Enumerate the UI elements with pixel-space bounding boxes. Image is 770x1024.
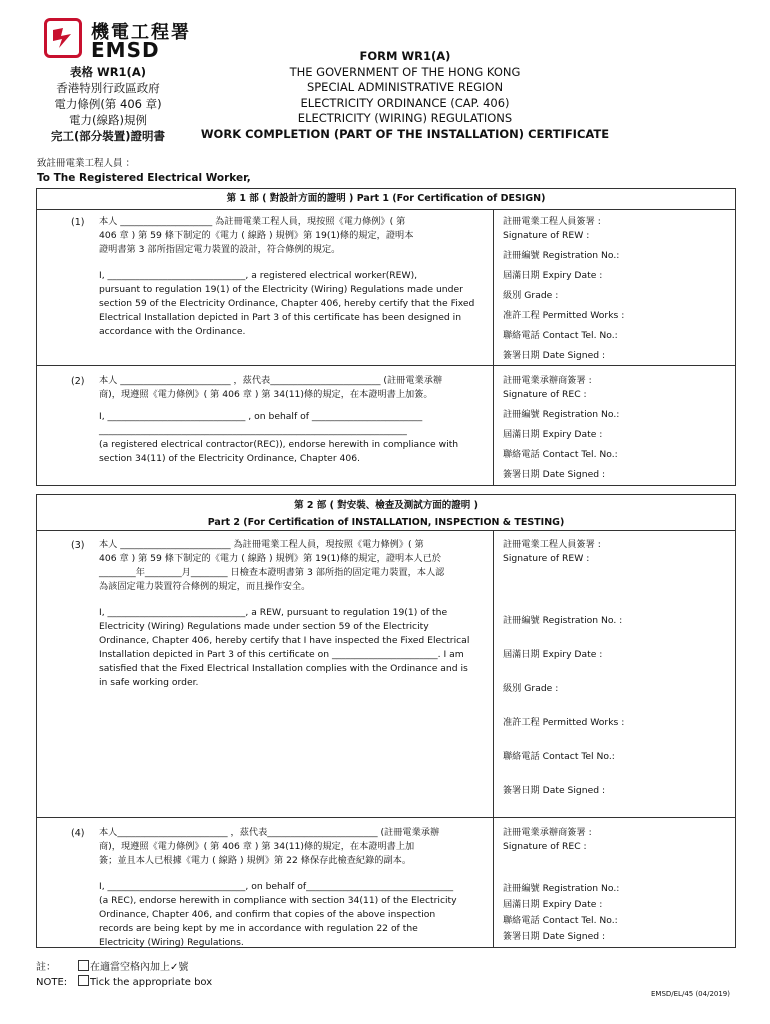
section-3-signature-block bbox=[503, 538, 723, 798]
s3-en-line: Installation depicted in Part 3 of this certificate on _______________________. I am bbox=[99, 649, 464, 660]
s3-en-line: Ordinance, Chapter 406, hereby certify that I have inspected the Fixed Electrical bbox=[99, 635, 470, 646]
s2-en-line: I, ______________________________ , on behalf of ________________________ bbox=[99, 411, 423, 422]
section-4-signature-block bbox=[503, 826, 723, 944]
part2-title bbox=[37, 495, 735, 531]
s1-cn-line: 證明書第 3 部所指固定電力裝置的設計，符合條例的規定。 bbox=[99, 244, 341, 255]
sig-label: 屆滿日期 Expiry Date : bbox=[503, 270, 603, 281]
sig-label: 註冊編號 Registration No.: bbox=[503, 409, 620, 420]
part2-row-divider bbox=[37, 817, 735, 818]
regulations-en: ELECTRICITY (WIRING) REGULATIONS bbox=[297, 111, 513, 125]
s4-en-line: records are being kept by me in accordance with regulation 22 of the bbox=[99, 923, 418, 934]
s3-en-line: satisfied that the Fixed Electrical Installation complies with the Ordinance and is bbox=[99, 663, 468, 674]
s4-en-line: Electricity (Wiring) Regulations. bbox=[99, 937, 244, 948]
sig-label: 註冊電業承辦商簽署 : bbox=[503, 375, 592, 386]
sig-label: Signature of REW : bbox=[503, 230, 590, 241]
checkbox-icon bbox=[78, 975, 89, 986]
s4-cn-line: 本人________________________ ，茲代表________________________ (註冊電業承辦 bbox=[99, 827, 440, 838]
section-2-number: (2) bbox=[71, 376, 85, 387]
s4-en-line: Ordinance, Chapter 406, and confirm that copies of the above inspection bbox=[99, 909, 436, 920]
ordinance-cn: 電力條例(第 406 章) bbox=[54, 97, 162, 111]
s1-en-line: Electrical Installation depicted in Part 3 of this certificate has been designed in bbox=[99, 312, 462, 323]
part1-title: 第 1 部 ( 對設計方面的證明 ) Part 1 (For Certification of DESIGN) bbox=[37, 189, 735, 210]
sig-label: Signature of REC : bbox=[503, 841, 587, 852]
sig-label: 簽署日期 Date Signed : bbox=[503, 785, 606, 796]
part2-box bbox=[36, 494, 736, 948]
s3-en-line: Electricity (Wiring) Regulations made under section 59 of the Electricity bbox=[99, 621, 429, 632]
header-english bbox=[195, 49, 615, 142]
section-1-signature-block bbox=[503, 215, 723, 363]
logo-cn-text: 機電工程署 bbox=[91, 22, 191, 43]
section-3-number: (3) bbox=[71, 540, 85, 551]
note-key-cn: 註： bbox=[36, 962, 56, 973]
gov-en-2: SPECIAL ADMINISTRATIVE REGION bbox=[306, 80, 504, 94]
note-text-cn: 在適當空格內加上✓號 bbox=[90, 962, 189, 973]
sig-label: 簽署日期 Date Signed : bbox=[503, 469, 606, 480]
s2-en-line: (a registered electrical contractor(REC)), endorse herewith in compliance with bbox=[99, 439, 459, 450]
ordinance-en: ELECTRICITY ORDINANCE (CAP. 406) bbox=[300, 95, 510, 110]
form-code-cn: 表格 WR1(A) bbox=[70, 65, 146, 79]
sig-label: 聯絡電話 Contact Tel. No.: bbox=[503, 915, 618, 926]
header-chinese bbox=[28, 64, 188, 144]
checkbox-icon bbox=[78, 960, 89, 971]
logo-en-text: EMSD bbox=[91, 38, 160, 62]
sig-label: 屆滿日期 Expiry Date : bbox=[503, 429, 603, 440]
sig-label: 准許工程 Permitted Works : bbox=[503, 310, 625, 321]
sig-label: 准許工程 Permitted Works : bbox=[503, 717, 625, 728]
note-text-en: Tick the appropriate box bbox=[90, 977, 213, 988]
part2-divider bbox=[493, 531, 494, 948]
note bbox=[36, 960, 212, 990]
section-2-signature-block bbox=[503, 374, 723, 482]
section-1-number: (1) bbox=[71, 217, 85, 228]
part1-row-divider bbox=[37, 365, 735, 366]
s4-cn-line: 簽；並且本人已根據《電力 ( 線路 ) 規例》第 22 條保存此檢查紀錄的副本。 bbox=[99, 855, 412, 866]
sig-label: 級別 Grade : bbox=[503, 290, 559, 301]
s4-en-line: I, ______________________________, on behalf of________________________________ bbox=[99, 881, 454, 892]
s3-en-line: I, ______________________________, a REW, pursuant to regulation 19(1) of the bbox=[99, 607, 448, 618]
part2-title-cn: 第 2 部 ( 對安裝、檢查及測試方面的證明 ) bbox=[294, 500, 478, 511]
regulations-cn: 電力(線路)規例 bbox=[69, 113, 147, 127]
s3-cn-line: 406 章 ) 第 59 條下制定的《電力 ( 線路 ) 規例》第 19(1)條的規定，證明本人已於 bbox=[99, 553, 441, 564]
sig-label: 簽署日期 Date Signed : bbox=[503, 931, 606, 942]
sig-label: 註冊電業工程人員簽署 : bbox=[503, 216, 601, 227]
s1-cn-line: 406 章 ) 第 59 條下制定的《電力 ( 線路 ) 規例》第 19(1)條的規定，證明本 bbox=[99, 230, 414, 241]
s3-cn-line: ________年________月________ 日檢查本證明書第 3 部所指的固定電力裝置，本人認 bbox=[99, 567, 445, 578]
sig-label: 簽署日期 Date Signed : bbox=[503, 350, 606, 361]
cert-title-cn: 完工(部分裝置)證明書 bbox=[50, 129, 165, 143]
gov-cn: 香港特別行政區政府 bbox=[56, 81, 160, 95]
s3-cn-line: 本人 ________________________ 為註冊電業工程人員，現按照《電力條例》( 第 bbox=[99, 539, 424, 550]
section-3-text bbox=[99, 538, 489, 690]
s3-en-line: in safe working order. bbox=[99, 677, 199, 688]
cert-title-en: WORK COMPLETION (PART OF THE INSTALLATION) CERTIFICATE bbox=[200, 126, 610, 141]
sig-label: 屆滿日期 Expiry Date : bbox=[503, 649, 603, 660]
sig-label: 屆滿日期 Expiry Date : bbox=[503, 899, 603, 910]
s1-en-line: pursuant to regulation 19(1) of the Electricity (Wiring) Regulations made under bbox=[99, 284, 463, 295]
note-key-en: NOTE: bbox=[36, 977, 68, 988]
s2-en-line: section 34(11) of the Electricity Ordinance, Chapter 406. bbox=[99, 453, 360, 464]
section-4-number: (4) bbox=[71, 828, 85, 839]
sig-label: 級別 Grade : bbox=[503, 683, 559, 694]
section-1-text bbox=[99, 215, 479, 339]
part1-divider bbox=[493, 209, 494, 486]
addressee-en: To The Registered Electrical Worker, bbox=[37, 172, 251, 184]
section-4-text bbox=[99, 826, 489, 950]
sig-label: 註冊電業工程人員簽署 : bbox=[503, 539, 601, 550]
s1-cn-line: 本人 ____________________ 為註冊電業工程人員，現按照《電力條例》( 第 bbox=[99, 216, 406, 227]
part2-title-en: Part 2 (For Certification of INSTALLATION, INSPECTION & TESTING) bbox=[207, 517, 565, 528]
s1-en-line: section 59 of the Electricity Ordinance, Chapter 406, hereby certify that the Fixed bbox=[99, 298, 475, 309]
s2-cn-line: 本人 ________________________ ，茲代表________________________ (註冊電業承辦 bbox=[99, 375, 443, 386]
gov-en-1: THE GOVERNMENT OF THE HONG KONG bbox=[289, 64, 521, 79]
sig-label: 聯絡電話 Contact Tel. No.: bbox=[503, 330, 618, 341]
sig-label: 註冊編號 Registration No. : bbox=[503, 615, 623, 626]
addressee bbox=[37, 157, 251, 185]
sig-label: 註冊編號 Registration No.: bbox=[503, 883, 620, 894]
s4-en-line: (a REC), endorse herewith in compliance with section 34(11) of the Electricity bbox=[99, 895, 457, 906]
sig-label: Signature of REW : bbox=[503, 553, 590, 564]
sig-label: 註冊電業承辦商簽署 : bbox=[503, 827, 592, 838]
sig-label: 聯絡電話 Contact Tel No.: bbox=[503, 751, 615, 762]
emsd-emblem-icon bbox=[44, 18, 82, 58]
form-code-en: FORM WR1(A) bbox=[359, 49, 451, 63]
s4-cn-line: 商)，現遵照《電力條例》( 第 406 章 ) 第 34(11)條的規定，在本證明書上加 bbox=[99, 841, 415, 852]
sig-label: Signature of REC : bbox=[503, 389, 587, 400]
addressee-cn: 致註冊電業工程人員 ： bbox=[37, 158, 136, 169]
sig-label: 聯絡電話 Contact Tel. No.: bbox=[503, 449, 618, 460]
part1-box bbox=[36, 188, 736, 486]
section-2-text bbox=[99, 374, 484, 466]
s2-cn-line: 商)，現遵照《電力條例》( 第 406 章 ) 第 34(11)條的規定，在本證明書上加簽。 bbox=[99, 389, 433, 400]
s2-en-line: ___________________________________________________________________ bbox=[99, 425, 407, 436]
form-reference: EMSD/EL/45 (04/2019) bbox=[650, 990, 730, 998]
s1-en-line: accordance with the Ordinance. bbox=[99, 326, 246, 337]
s3-cn-line: 為該固定電力裝置符合條例的規定，而且操作安全。 bbox=[99, 581, 311, 592]
sig-label: 註冊編號 Registration No.: bbox=[503, 250, 620, 261]
s1-en-line: I, ______________________________, a registered electrical worker(REW), bbox=[99, 270, 418, 281]
